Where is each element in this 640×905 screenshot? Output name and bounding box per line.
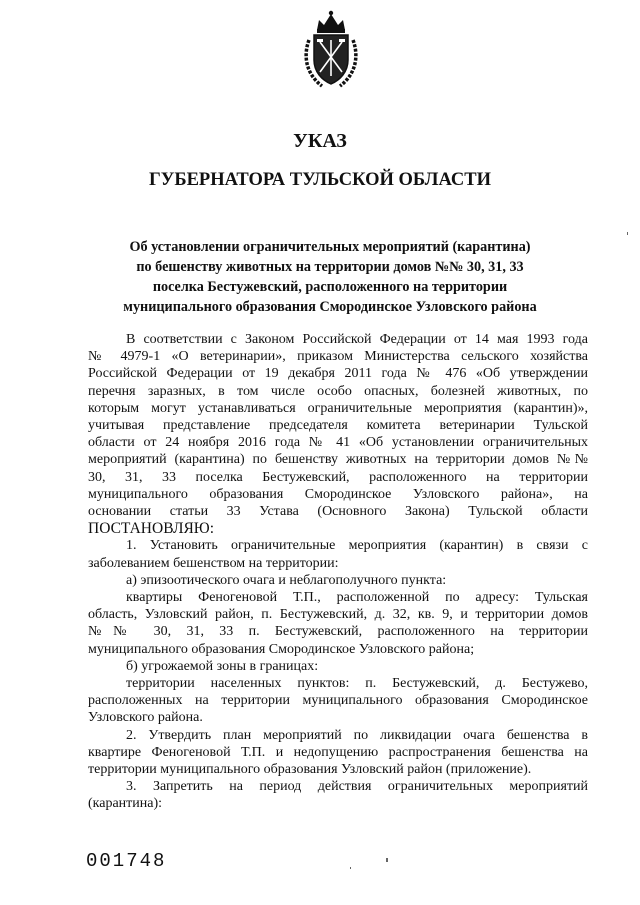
body-line: (карантина): — [88, 796, 163, 812]
body-line: квартиры Феногеновой Т.П., расположенной по адресу: Тульская — [126, 590, 588, 606]
body-line: области от 24 ноября 2016 года № 41 «Об установлении ограничительных — [88, 435, 588, 451]
body-line: 1. Установить ограничительные мероприятия (карантин) в связи с — [126, 538, 588, 554]
subject-line: по бешенству животных на территории домов №№ 30, 31, 33 — [136, 259, 524, 275]
body-line: заболеванием бешенством на территории: — [88, 555, 339, 571]
body-line: перечня заразных, в том числе особо опасных, болезней животных, по — [88, 383, 588, 399]
subject-line: муниципального образования Смородинское Узловского района — [123, 299, 537, 315]
body-line: 30, 31, 33 поселка Бестужевский, расположенного на территории — [88, 469, 588, 485]
body-line: б) угрожаемой зоны в границах: — [126, 658, 319, 674]
scan-speck — [627, 232, 628, 235]
subject-line: поселка Бестужевский, расположенного на территории — [152, 279, 508, 295]
body-line: Узловского района. — [88, 710, 203, 726]
decree-title: УКАЗ — [293, 130, 347, 152]
decree-body — [88, 331, 588, 813]
body-line: территории населенных пунктов: п. Бестужевский, д. Бестужево, — [126, 676, 588, 692]
body-line: расположенных на территории муниципального образования Смородинское — [88, 693, 588, 709]
body-line: № 4979-1 «О ветеринарии», приказом Министерства сельского хозяйства — [88, 349, 588, 365]
body-line: В соответствии с Законом Российской Федерации от 14 мая 1993 года — [126, 332, 588, 347]
scan-speck — [386, 858, 388, 862]
body-line: основании статьи 33 Устава (Основного Закона) Тульской области — [88, 504, 588, 520]
body-line: квартире Феногеновой Т.П. и недопущению распространения бешенства на — [88, 744, 588, 760]
subject-line: Об установлении ограничительных мероприятий (карантина) — [129, 239, 531, 255]
body-line: учитывая представление председателя комитета ветеринарии Тульской — [88, 418, 588, 434]
body-line: а) эпизоотического очага и неблагополучного пункта: — [126, 572, 447, 588]
scan-speck — [350, 867, 351, 869]
body-line: 3. Запретить на период действия ограничительных мероприятий — [126, 779, 588, 795]
body-line: область, Узловский район, п. Бестужевский, д. 32, кв. 9, и территории домов — [88, 607, 588, 623]
body-line: муниципального образования Смородинское Узловского района», на — [88, 486, 588, 502]
document-number: 001748 — [86, 850, 167, 872]
decree-subject — [80, 237, 580, 317]
body-line: Российской Федерации от 19 декабря 2011 года № 476 «Об утверждении — [88, 366, 588, 382]
resolution-word: ПОСТАНОВЛЯЮ: — [88, 520, 215, 538]
body-line: №№ 30, 31, 33 п. Бестужевский, расположенного на территории — [88, 624, 588, 640]
tula-coat-of-arms-icon — [300, 8, 362, 90]
body-line: которым могут устанавливаться ограничительные мероприятия (карантин)», — [88, 400, 588, 416]
issuer-title: ГУБЕРНАТОРА ТУЛЬСКОЙ ОБЛАСТИ — [149, 170, 491, 190]
body-line: муниципального образования Смородинское Узловского района; — [88, 641, 475, 657]
body-line: 2. Утвердить план мероприятий по ликвидации очага бешенства в — [126, 727, 588, 743]
body-line: территории муниципального образования Узловский район (приложение). — [88, 762, 532, 778]
body-line: мероприятий (карантина) по бешенству животных на территории домов №№ — [88, 452, 588, 468]
